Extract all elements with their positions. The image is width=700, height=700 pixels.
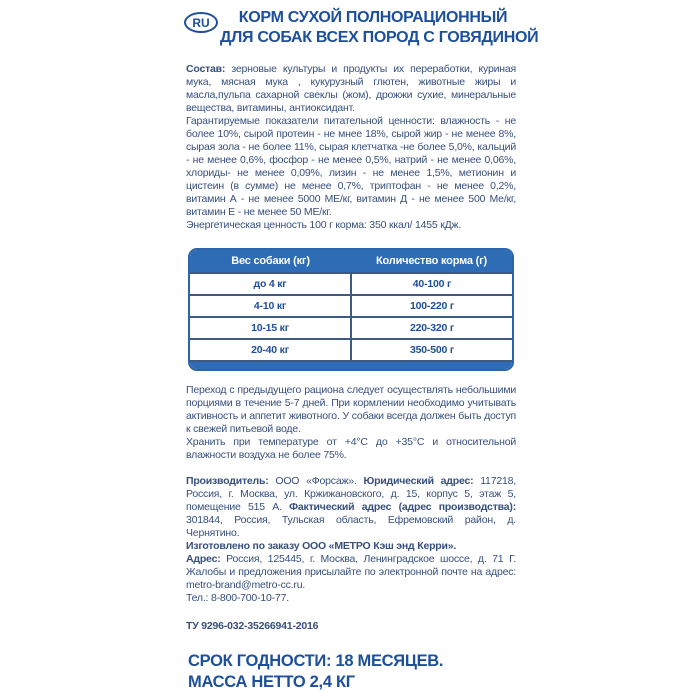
table-row — [190, 272, 512, 294]
table-cell-amount: 220-320 г — [409, 322, 455, 334]
actual-address-label: Фактический адрес (адрес производства): — [289, 501, 516, 513]
label-footer — [188, 651, 443, 693]
table-cell-amount: 40-100 г — [412, 278, 452, 290]
label-header — [180, 8, 539, 48]
feeding-table-header-weight: Вес собаки (кг) — [231, 255, 310, 267]
legal-address-text: 117218, Россия, г. Москва, ул. Кржижановского, д. 15, корпус 5, этаж 5, помещение 515 А. — [186, 475, 516, 513]
feeding-table — [188, 248, 514, 371]
manufacturer-label: Производитель: — [186, 475, 269, 487]
shelf-life-line: СРОК ГОДНОСТИ: 18 МЕСЯЦЕВ. — [188, 652, 444, 670]
table-cell-weight: 10-15 кг — [190, 318, 352, 338]
label-body — [186, 63, 516, 633]
manufacturer-name: ООО «Форсаж». — [268, 475, 364, 487]
storage-paragraph: Хранить при температуре от +4°С до +35°С и относительной влажности воздуха не более 75%. — [186, 436, 516, 461]
orderer-address-paragraph — [186, 553, 516, 592]
table-cell-amount: 350-500 г — [409, 344, 455, 356]
energy-value-line: Энергетическая ценность 100 г корма: 350 ккал/ 1455 кДж. — [186, 219, 462, 231]
phone-line: Тел.: 8-800-700-10-77. — [186, 592, 289, 604]
table-cell-weight: 4-10 кг — [190, 296, 352, 316]
feeding-table-footer-bar — [190, 360, 512, 369]
product-title-line2: ДЛЯ СОБАК ВСЕХ ПОРОД С ГОВЯДИНОЙ — [220, 29, 539, 46]
guaranteed-values-paragraph: Гарантируемые показатели питательной ценности: влажность - не более 10%, сырой протеин - не мнее 18%, сырой жир - не менее 8%, сырая зола - не более 11%, сырая клетчатка -не более 5,0%, кальций - не менее 0,6%, фосфор - не менее 0,5%, натрий - не менее 0,06%, хлориды- не менее 0,09%, лизин - не менее 1,5%, метионин и цистеин (в сумме) не менее 0,7%, триптофан - не менее 0,2%, витамин А - не менее 5000 МЕ/кг, витамин Д - не менее 500 Ме/кг, витамин Е - не менее 50 МЕ/кг. — [186, 115, 516, 218]
composition-paragraph — [186, 63, 516, 115]
ru-certification-icon: RU — [184, 12, 218, 33]
manufacturer-paragraph — [186, 475, 516, 540]
table-cell-weight: до 4 кг — [190, 274, 352, 294]
product-title — [180, 8, 539, 48]
composition-label: Состав: — [186, 63, 226, 75]
table-row — [190, 294, 512, 316]
feeding-table-header-row — [190, 250, 512, 272]
orderer-address-label: Адрес: — [186, 553, 221, 565]
table-cell-amount: 100-220 г — [409, 300, 455, 312]
table-row — [190, 338, 512, 360]
transition-paragraph: Переход с предыдущего рациона следует осуществлять небольшими порциями в течение 5-7 дней. При кормлении необходимо учитывать активность и аппетит животного. У собаки всегда должен быть доступ к свежей питьевой воде. — [186, 384, 516, 435]
made-to-order-line: Изготовлено по заказу ООО «МЕТРО Кэш энд Керри». — [186, 540, 457, 552]
feeding-table-header-amount: Количество корма (г) — [376, 255, 487, 267]
technical-standard-line: ТУ 9296-032-35266941-2016 — [186, 620, 319, 632]
net-weight-line: МАССА НЕТТО 2,4 КГ — [188, 673, 355, 691]
orderer-address-text: Россия, 125445, г. Москва, Ленинградское шоссе, д. 71 Г. Жалобы и предложения присылайте по электронной почте на адрес: metro-brand@metro-cc.ru. — [186, 553, 516, 591]
product-title-line1: КОРМ СУХОЙ ПОЛНОРАЦИОННЫЙ — [238, 9, 508, 26]
table-row — [190, 316, 512, 338]
legal-address-label: Юридический адрес: — [363, 475, 474, 487]
table-cell-weight: 20-40 кг — [190, 340, 352, 360]
actual-address-text: 301844, Россия, Тульская область, Ефремовский район, д. Чернятино. — [186, 514, 516, 539]
composition-text: зерновые культуры и продукты их переработки, куриная мука, мясная мука , кукурузный глютен, животные жиры и масла,пульпа сахарной свеклы (жом), дрожжи сухие, минеральные вещества, витамины, антиоксидант. — [186, 63, 516, 114]
